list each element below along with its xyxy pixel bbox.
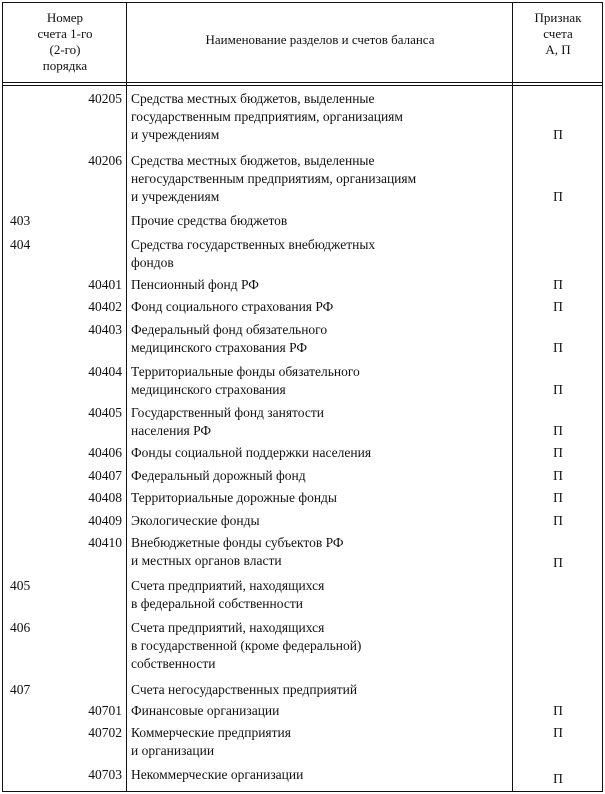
account-sign: П — [553, 299, 563, 314]
account-name: Счета предприятий, находящихся в государственной (кроме федеральной) собственности — [131, 620, 362, 671]
account-sign: П — [553, 277, 563, 292]
account-name: Средства государственных внебюджетных фондов — [131, 237, 376, 270]
account-code: 40702 — [88, 725, 122, 740]
header-divider-double — [2, 85, 603, 86]
account-name: Фонды социальной поддержки населения — [131, 445, 372, 460]
account-code: 40407 — [88, 468, 122, 483]
account-sign: П — [553, 127, 563, 142]
account-name: Федеральный фонд обязательного медицинского страхования РФ — [131, 322, 328, 355]
account-code: 40206 — [88, 153, 122, 168]
account-code: 40703 — [88, 767, 122, 782]
header-section-name: Наименование разделов и счетов баланса — [205, 32, 435, 47]
table-border-right — [602, 2, 603, 792]
account-name: Счета предприятий, находящихся в федеральной собственности — [131, 578, 325, 611]
table-border-left — [2, 2, 3, 792]
account-code: 40403 — [88, 322, 122, 337]
account-name: Средства местных бюджетов, выделенные негосударственным предприятиям, организациям и учреждениям — [131, 153, 417, 204]
account-name: Некоммерческие организации — [131, 767, 304, 782]
account-sign: П — [553, 513, 563, 528]
account-sign: П — [553, 340, 563, 355]
account-sign: П — [553, 703, 563, 718]
account-name: Средства местных бюджетов, выделенные государственным предприятиям, организациям и учреждениям — [131, 91, 403, 142]
account-name: Территориальные дорожные фонды — [131, 490, 337, 505]
account-name: Федеральный дорожный фонд — [131, 468, 306, 483]
account-name: Территориальные фонды обязательного медицинского страхования — [131, 364, 360, 397]
account-code: 40701 — [88, 703, 122, 718]
account-sign: П — [553, 771, 563, 786]
account-code: 40404 — [88, 364, 122, 379]
account-code: 40402 — [88, 299, 122, 314]
account-code: 40408 — [88, 490, 122, 505]
account-sign: П — [553, 423, 563, 438]
account-sign: П — [553, 382, 563, 397]
account-sign: П — [553, 555, 563, 570]
account-sign: П — [553, 445, 563, 460]
account-sign: П — [553, 189, 563, 204]
account-code: 403 — [10, 213, 31, 228]
header-account-sign: Признак счета А, П — [534, 10, 582, 57]
account-name: Прочие средства бюджетов — [131, 213, 288, 228]
account-code: 40410 — [88, 535, 122, 550]
account-code: 407 — [10, 682, 31, 697]
column-divider-code — [126, 2, 127, 792]
account-code: 40406 — [88, 445, 122, 460]
account-name: Государственный фонд занятости населения РФ — [131, 405, 324, 438]
account-name: Фонд социального страхования РФ — [131, 299, 334, 314]
account-code: 40401 — [88, 277, 122, 292]
account-code: 40409 — [88, 513, 122, 528]
column-divider-sign — [512, 2, 513, 792]
account-code: 406 — [10, 620, 31, 635]
account-name: Экологические фонды — [131, 513, 260, 528]
account-name: Пенсионный фонд РФ — [131, 277, 259, 292]
account-code: 405 — [10, 578, 31, 593]
account-sign: П — [553, 468, 563, 483]
account-name: Коммерческие предприятия и организации — [131, 725, 291, 758]
account-sign: П — [553, 490, 563, 505]
header-account-number: Номер счета 1-го (2-го) порядка — [37, 10, 93, 73]
account-code: 404 — [10, 237, 31, 252]
account-code: 40405 — [88, 405, 122, 420]
account-name: Внебюджетные фонды субъектов РФ и местных органов власти — [131, 535, 344, 568]
balance-accounts-table — [2, 2, 603, 792]
account-sign: П — [553, 725, 563, 740]
account-code: 40205 — [88, 91, 122, 106]
account-name: Финансовые организации — [131, 703, 280, 718]
header-divider — [2, 82, 603, 83]
account-name: Счета негосударственных предприятий — [131, 682, 358, 697]
